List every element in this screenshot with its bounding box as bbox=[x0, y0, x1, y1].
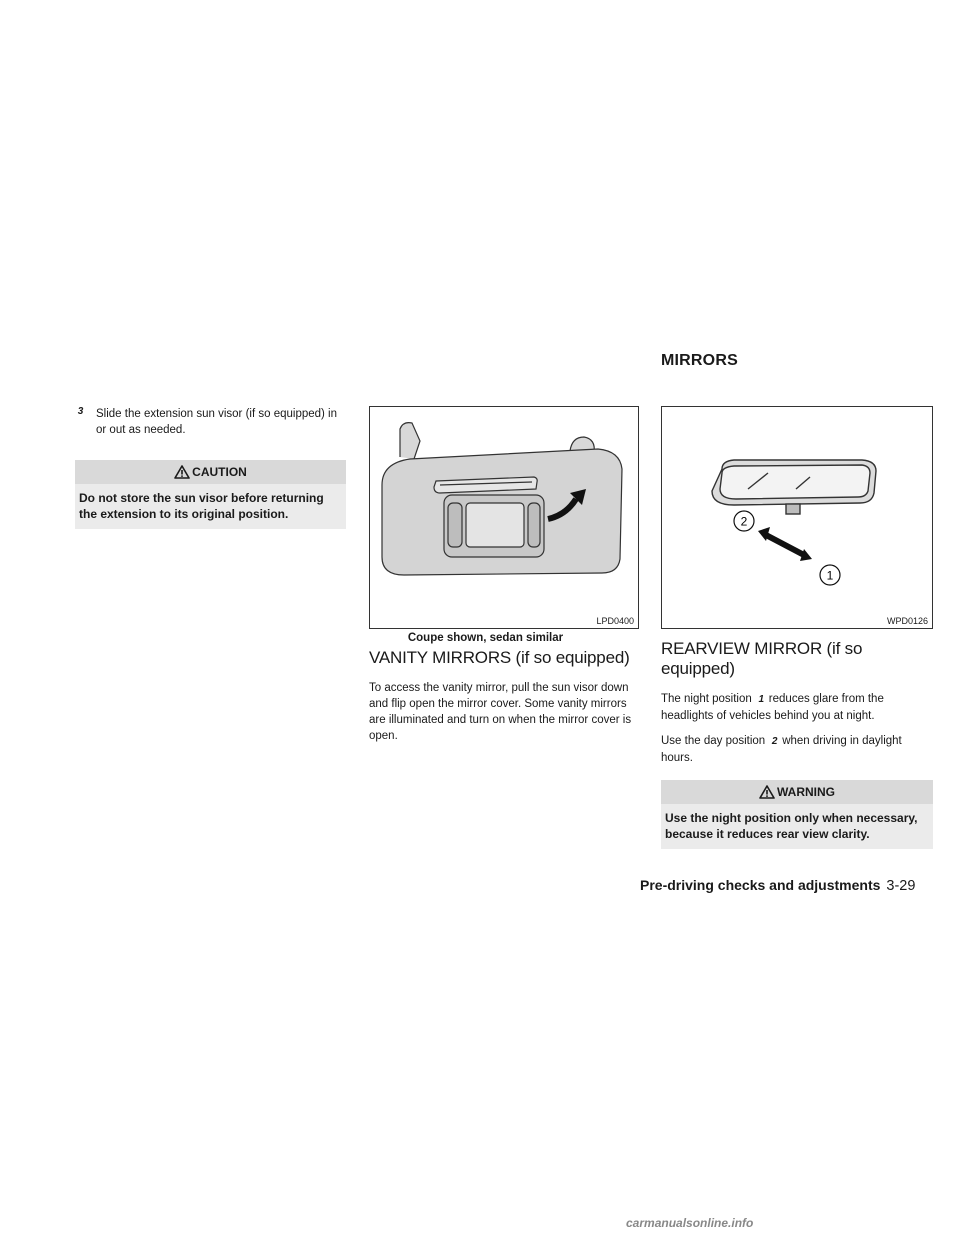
warning-title: WARNING bbox=[777, 785, 835, 799]
caution-title: CAUTION bbox=[192, 465, 247, 479]
rearview-mirror-title: REARVIEW MIRROR (if so equipped) bbox=[661, 639, 863, 678]
para1-prefix: The night position bbox=[661, 693, 752, 705]
warning-text: Use the night position only when necessary, because it reduces rear view clarity. bbox=[661, 804, 933, 849]
step-3 bbox=[75, 406, 346, 438]
night-position-number: 1 bbox=[758, 694, 765, 705]
watermark: carmanualsonline.info bbox=[626, 1216, 754, 1230]
figure-label-1: 1 bbox=[826, 568, 834, 583]
column-left bbox=[75, 406, 346, 529]
para2-prefix: Use the day position bbox=[661, 735, 766, 747]
vanity-mirror-figure bbox=[369, 406, 639, 629]
column-right bbox=[661, 406, 933, 849]
figure-code: LPD0400 bbox=[596, 616, 634, 626]
page-number: 3-29 bbox=[886, 878, 916, 894]
vanity-mirrors-text: To access the vanity mirror, pull the sun visor down and flip open the mirror cover. Some vanity mirrors are illuminated and turn on when the mirror cover is open. bbox=[369, 682, 632, 742]
step-text: Slide the extension sun visor (if so equipped) in or out as needed. bbox=[96, 408, 338, 436]
caution-header bbox=[75, 460, 346, 484]
para1-suffix: reduces glare from the headlights of vehicles behind you at night. bbox=[661, 693, 884, 722]
vanity-mirrors-title: VANITY MIRRORS (if so equipped) bbox=[369, 648, 630, 667]
rearview-mirror-figure bbox=[661, 406, 933, 629]
page-footer bbox=[640, 877, 915, 894]
caution-text: Do not store the sun visor before returning the extension to its original position. bbox=[75, 484, 346, 529]
step-number: 3 bbox=[77, 406, 84, 417]
section-header: MIRRORS bbox=[661, 352, 738, 369]
day-position-text bbox=[661, 733, 933, 766]
figure-label-2: 2 bbox=[740, 514, 748, 529]
para2-suffix: when driving in daylight hours. bbox=[661, 735, 902, 764]
night-position-text bbox=[661, 691, 933, 724]
day-position-number: 2 bbox=[771, 736, 778, 747]
warning-triangle-icon bbox=[759, 785, 775, 799]
rearview-mirror-illustration bbox=[662, 407, 932, 617]
sun-visor-illustration bbox=[370, 407, 638, 617]
warning-header bbox=[661, 780, 933, 804]
figure-caption: Coupe shown, sedan similar bbox=[407, 632, 564, 644]
warning-triangle-icon bbox=[174, 465, 190, 479]
footer-section: Pre-driving checks and adjustments bbox=[640, 877, 881, 893]
figure-code: WPD0126 bbox=[886, 616, 928, 626]
column-middle bbox=[369, 406, 639, 744]
